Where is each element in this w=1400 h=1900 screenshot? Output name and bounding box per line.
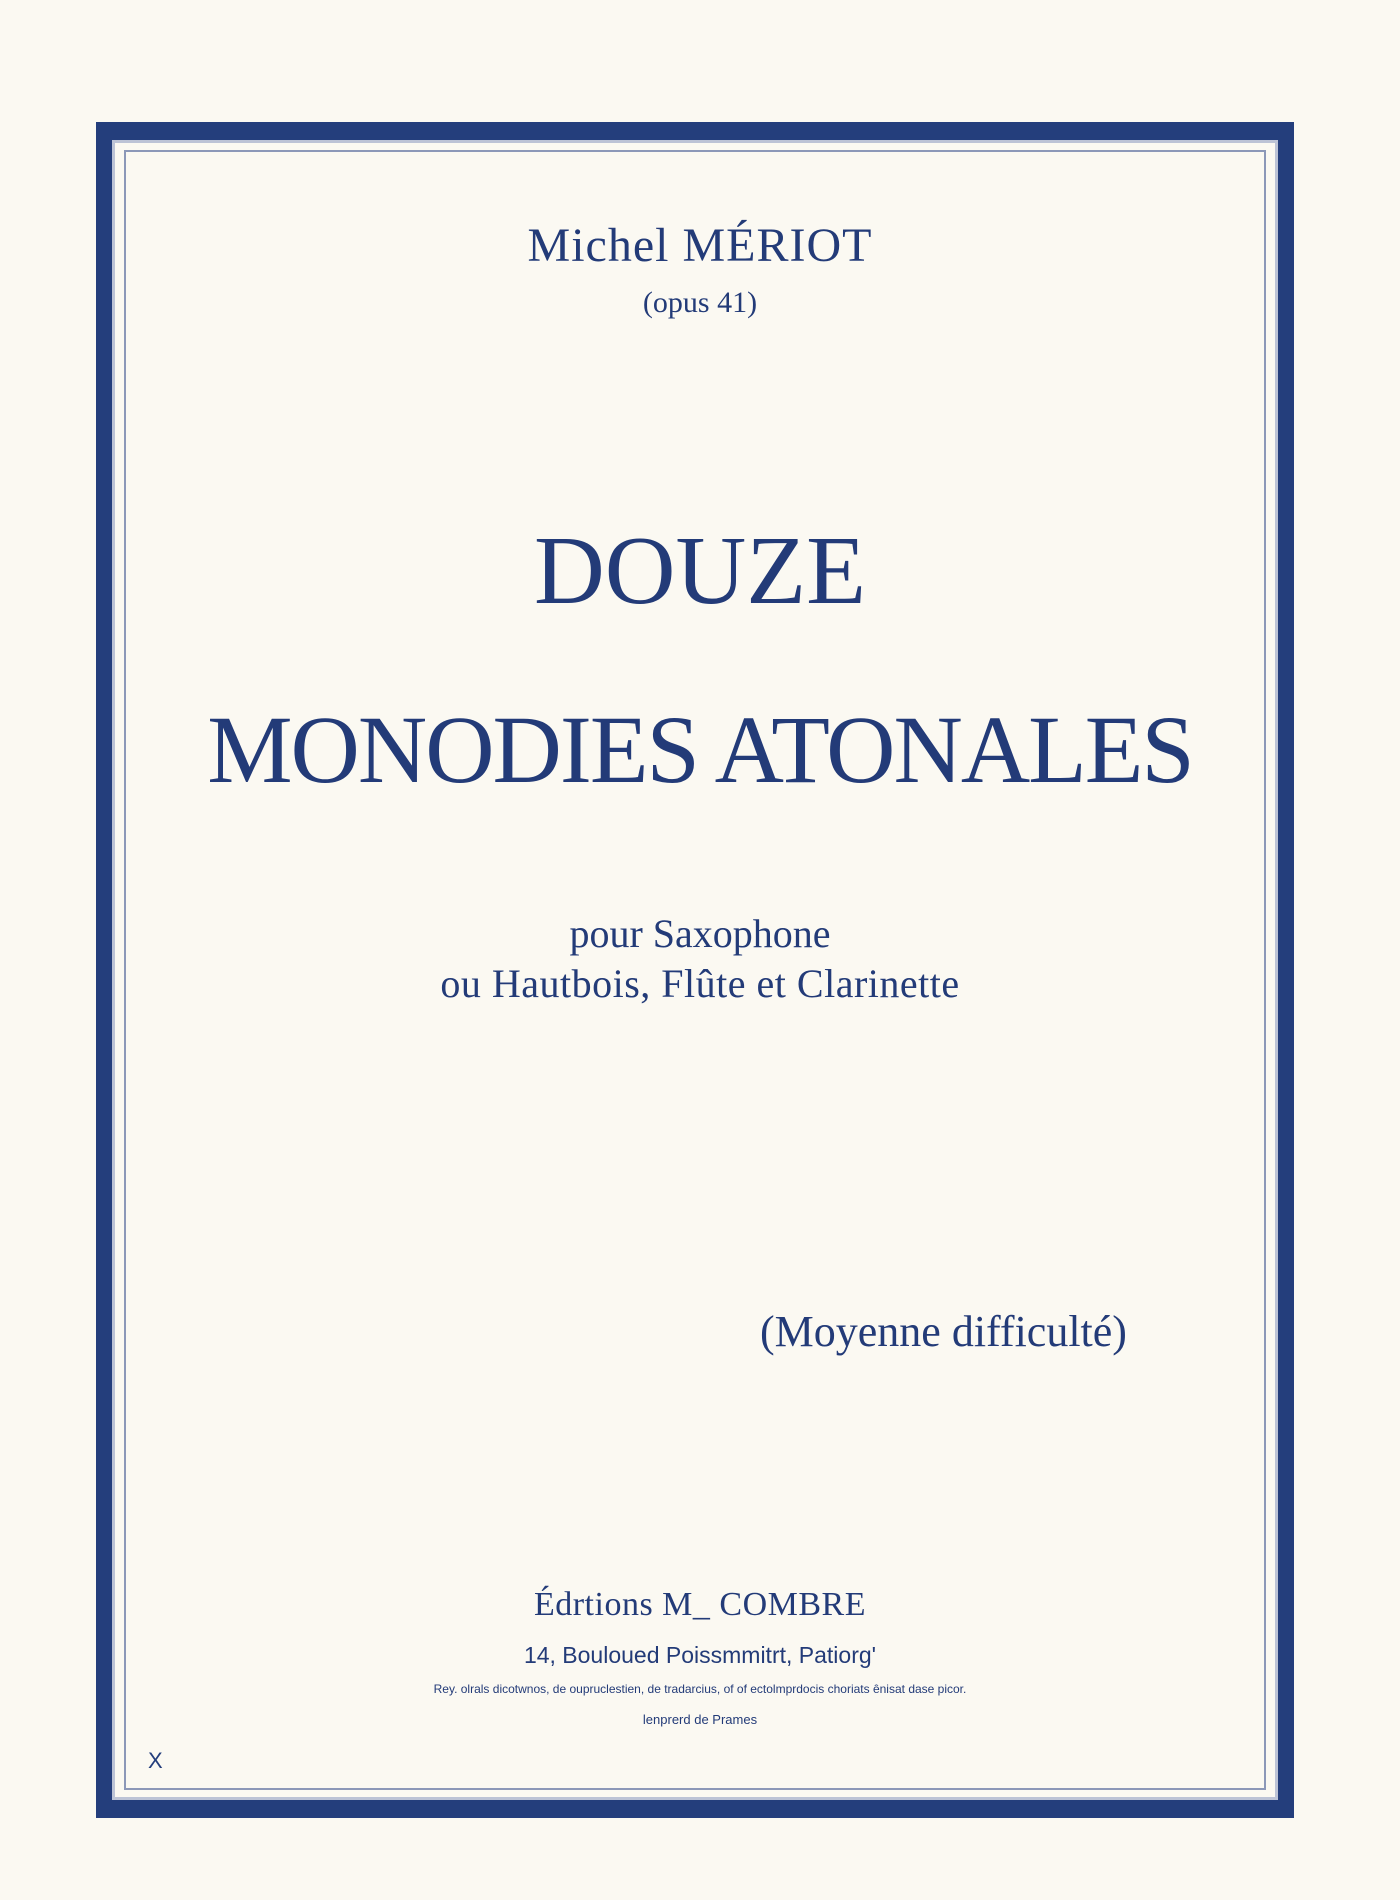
- publisher-address: 14, Bouloued Poissmmitrt, Patiorg': [523, 1642, 877, 1668]
- composer-name: Michel MÉRIOT: [527, 219, 873, 272]
- difficulty-level: (Moyenne difficulté): [760, 1307, 1127, 1356]
- instrumentation-line-2: ou Hautbois, Flûte et Clarinette: [440, 961, 960, 1006]
- opus-number: (opus 41): [642, 286, 758, 319]
- instrumentation-line-1: pour Saxophone: [569, 911, 831, 956]
- rights-notice: Rey. olrals dicotwnos, de oupruclestien, de tradarcius, of of ectolmprdocis choriats ênisat dase picor.: [433, 1682, 967, 1696]
- title-line-1: DOUZE: [533, 517, 867, 625]
- publisher-name: Édrtions M_ COMBRE: [533, 1586, 867, 1623]
- printed-notice: lenprerd de Prames: [642, 1712, 758, 1727]
- title-line-2: MONODIES ATONALES: [207, 696, 1193, 803]
- corner-mark: X: [148, 1748, 163, 1773]
